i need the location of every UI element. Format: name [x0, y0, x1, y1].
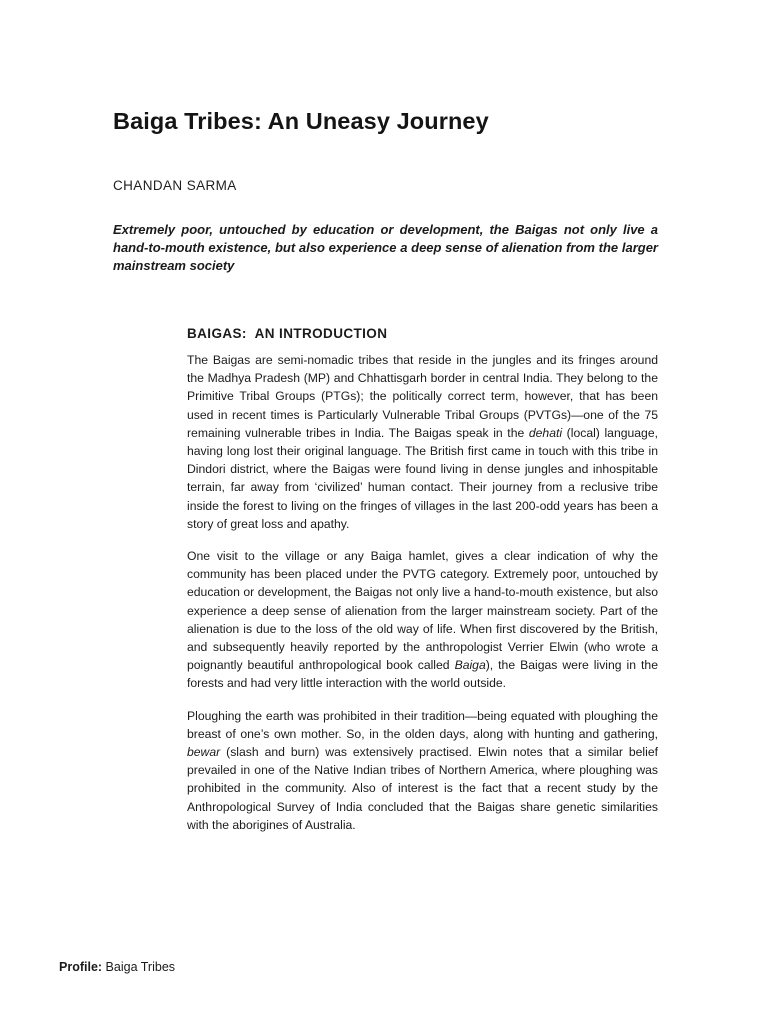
paragraph-1-text-b: (local) language, having long lost their original language. The British first came in touch with this tribe in Dindori district, where the Baigas were found living in dense jungles and inhospitable terrain, far away from ‘civilized’ human contact. Their journey from a reclusive tribe inside the forest to living on the fringes of villages in the last 200-odd years has been a story of great loss and apathy. — [187, 425, 659, 531]
article-abstract: Extremely poor, untouched by education or development, the Baigas not only live a hand-to-mouth existence, but also experience a deep sense of alienation from the larger mainstream society — [113, 222, 658, 273]
page-footer — [59, 960, 175, 974]
footer-text: Baiga Tribes — [105, 960, 176, 974]
article-author: CHANDAN SARMA — [113, 178, 237, 193]
article-title: Baiga Tribes: An Uneasy Journey — [113, 108, 489, 134]
paragraph-1-text-a: The Baigas are semi-nomadic tribes that reside in the jungles and its fringes around the Madhya Pradesh (MP) and Chhattisgarh border in central India. They belong to the Primitive Tribal Groups (PTGs); the politically correct term, however, that has been used in recent times is Particularly Vulnerable Tribal Groups (PVTGs)—one of the 75 remaining vulnerable tribes in India. The Baigas speak in the — [187, 353, 658, 440]
paragraph-3-text-a: Ploughing the earth was prohibited in their tradition—being equated with ploughing the breast of one’s own mother. So, in the olden days, along with hunting and gathering, — [187, 708, 658, 741]
paragraph-3 — [187, 707, 658, 834]
paragraph-2-text-a: One visit to the village or any Baiga hamlet, gives a clear indication of why the community has been placed under the PVTG category. Extremely poor, untouched by education or development, the Baigas not only live a hand-to-mouth existence, but also experience a deep sense of alienation from the larger mainstream society. Part of the alienation is due to the loss of the old way of life. When first discovered by the British, and subsequently heavily reported by the anthropologist Verrier Elwin (who wrote a poignantly beautiful anthropological book called — [187, 549, 658, 673]
paragraph-2 — [187, 547, 658, 693]
paragraph-3-emphasis: bewar — [187, 745, 221, 760]
paragraph-2-text-b: ), the Baigas were living in the forests and had very little interaction with the world outside. — [187, 658, 658, 691]
paragraph-2-emphasis: Baiga — [454, 658, 486, 673]
paragraph-1 — [187, 351, 658, 533]
footer-label: Profile: — [59, 960, 103, 974]
section-introduction — [187, 324, 658, 848]
paragraph-3-text-b: (slash and burn) was extensively practised. Elwin notes that a similar belief prevailed in one of the Native Indian tribes of Northern America, where ploughing was prohibited in the community. Also of interest is the fact that a recent study by the Anthropological Survey of India concluded that the Baigas share genetic similarities with the aborigines of Australia. — [187, 745, 658, 832]
section-heading: BAIGAS: AN INTRODUCTION — [187, 326, 388, 341]
paragraph-1-emphasis: dehati — [528, 425, 563, 440]
